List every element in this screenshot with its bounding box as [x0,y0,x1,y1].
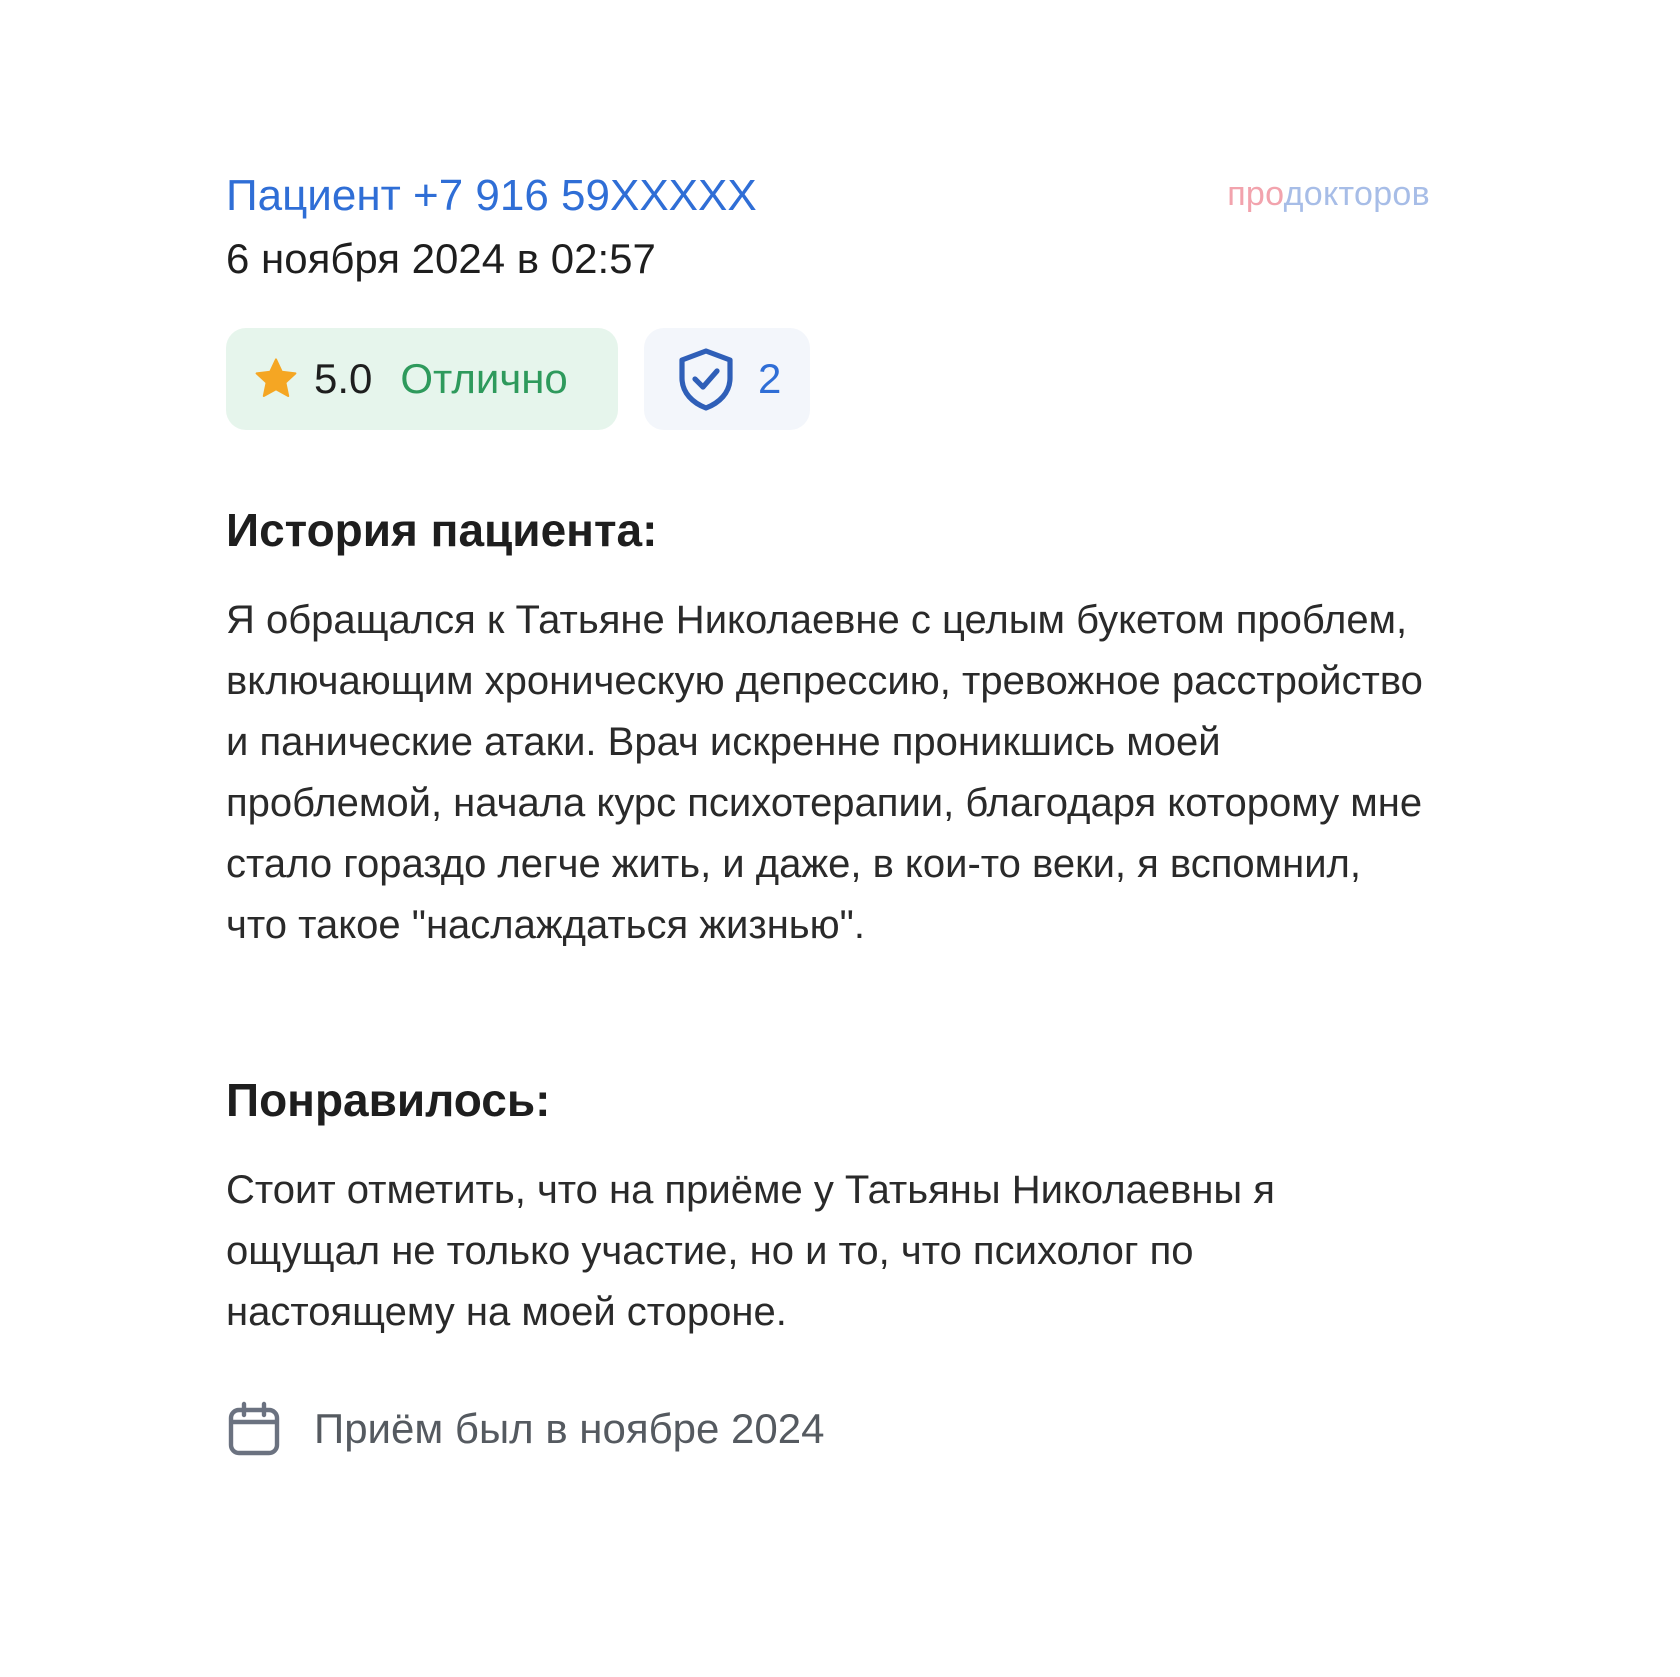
review-author[interactable]: Пациент +7 916 59XXXXX [226,171,757,220]
liked-section [226,1072,1430,1343]
review-card [226,168,1430,1452]
verified-badge[interactable] [644,328,810,430]
rating-value: 5.0 [314,355,373,402]
liked-text: Стоит отметить, что на приёме у Татьяны Николаевны я ощущал не только участие, но и то, что психолог по настоящему на моей стороне. [226,1168,1275,1334]
star-icon [252,355,300,403]
review-header [226,168,1430,298]
story-section [226,502,1430,956]
story-text: Я обращался к Татьяне Николаевне с целым букетом проблем, включающим хроническую депрессию, тревожное расстройство и панические атаки. Врач искренне проникшись моей проблемой, начала курс психотерапии, благодаря которому мне стало гораздо легче жить, и даже, в кои-то веки, я вспомнил, что такое "наслаждаться жизнью". [226,598,1423,947]
logo-part-pro: про [1227,175,1284,213]
visit-info [226,1400,824,1458]
story-title: История пациента: [226,504,658,556]
review-badges [226,328,810,430]
prodoktorov-logo[interactable] [1227,174,1430,214]
review-date: 6 ноября 2024 в 02:57 [226,235,656,282]
rating-label: Отлично [400,355,568,402]
visit-text: Приём был в ноябре 2024 [314,1405,825,1452]
shield-check-icon [674,346,738,412]
liked-title: Понравилось: [226,1074,551,1126]
verified-count: 2 [758,355,782,402]
calendar-icon [226,1400,282,1458]
rating-badge [226,328,618,430]
logo-part-doktorov: докторов [1283,175,1430,213]
